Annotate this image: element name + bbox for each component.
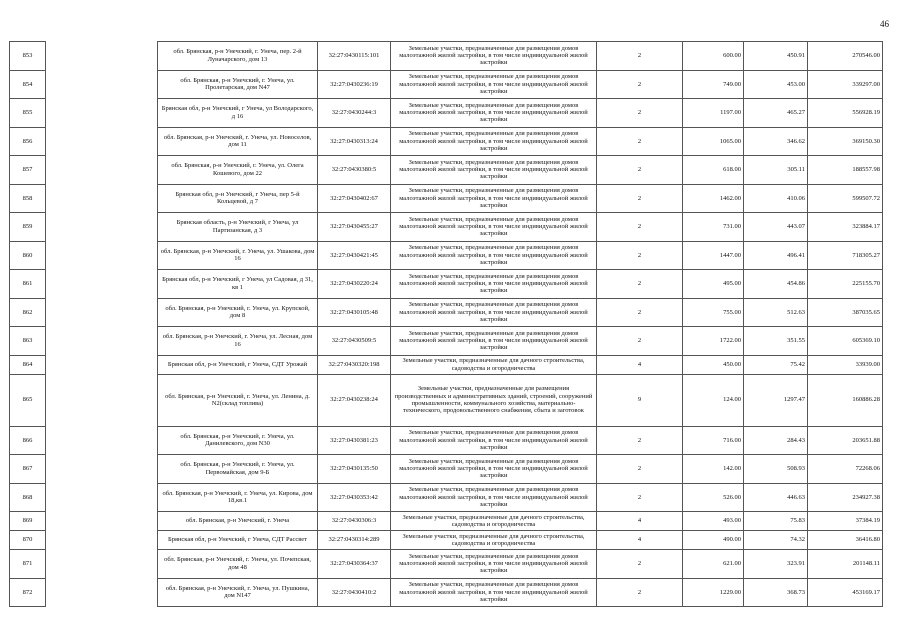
cadastral-number-cell: 32:27:0430455:27 xyxy=(318,213,391,242)
blank-cell xyxy=(46,531,158,550)
area-cell: 716.00 xyxy=(683,426,744,455)
cadastral-number-cell: 32:27:0430410:2 xyxy=(318,578,391,607)
cadastral-number-cell: 32:27:0430320:198 xyxy=(318,355,391,374)
area-cell: 1229.00 xyxy=(683,578,744,607)
specific-value-cell: 512.63 xyxy=(744,298,808,327)
group-number-cell: 2 xyxy=(597,241,683,270)
table-row xyxy=(10,327,883,356)
table-row xyxy=(10,426,883,455)
row-number: 860 xyxy=(10,241,46,270)
blank-cell xyxy=(46,298,158,327)
blank-cell xyxy=(46,455,158,484)
blank-cell xyxy=(46,483,158,512)
specific-value-cell: 410.06 xyxy=(744,184,808,213)
address-cell: обл. Брянская, р-н Унечский, г. Унеча, ул. Ушакова, дом 16 xyxy=(158,241,318,270)
address-cell: обл. Брянская, р-н Унечский, г. Унеча, ул. Новоселов, дом 11 xyxy=(158,127,318,156)
area-cell: 1447.00 xyxy=(683,241,744,270)
row-number: 869 xyxy=(10,512,46,531)
row-number: 872 xyxy=(10,578,46,607)
row-number: 868 xyxy=(10,483,46,512)
row-number: 862 xyxy=(10,298,46,327)
blank-cell xyxy=(46,550,158,579)
address-cell: обл. Брянская, р-н Унечский, г. Унеча, ул. Ленина, д. N2(склад топлива) xyxy=(158,374,318,426)
row-number: 863 xyxy=(10,327,46,356)
group-number-cell: 2 xyxy=(597,550,683,579)
area-cell: 526.00 xyxy=(683,483,744,512)
blank-cell xyxy=(46,327,158,356)
blank-cell xyxy=(46,426,158,455)
cadastral-value-cell: 72268.06 xyxy=(808,455,883,484)
cadastral-number-cell: 32:27:0430421:45 xyxy=(318,241,391,270)
group-number-cell: 4 xyxy=(597,355,683,374)
land-use-cell: Земельные участки, предназначенные для размещения домов малоэтажной жилой застройки, в том числе индивидуальной жилой застройки xyxy=(391,184,597,213)
land-use-cell: Земельные участки, предназначенные для размещения домов малоэтажной жилой застройки, в том числе индивидуальной жилой застройки xyxy=(391,213,597,242)
specific-value-cell: 74.32 xyxy=(744,531,808,550)
specific-value-cell: 450.91 xyxy=(744,42,808,71)
cadastral-number-cell: 32:27:0430364:37 xyxy=(318,550,391,579)
cadastral-number-cell: 32:27:0430381:23 xyxy=(318,426,391,455)
table-row xyxy=(10,184,883,213)
land-use-cell: Земельные участки, предназначенные для размещения домов малоэтажной жилой застройки, в том числе индивидуальной жилой застройки xyxy=(391,426,597,455)
land-use-cell: Земельные участки, предназначенные для размещения домов малоэтажной жилой застройки, в том числе индивидуальной жилой застройки xyxy=(391,127,597,156)
land-use-cell: Земельные участки, предназначенные для размещения домов малоэтажной жилой застройки, в том числе индивидуальной жилой застройки xyxy=(391,578,597,607)
blank-cell xyxy=(46,578,158,607)
address-cell: Брянская обл, р-н Унечский, г Унеча, ул Садовая, д 31, кв 1 xyxy=(158,270,318,299)
land-use-cell: Земельные участки, предназначенные для размещения домов малоэтажной жилой застройки, в том числе индивидуальной жилой застройки xyxy=(391,42,597,71)
row-number: 864 xyxy=(10,355,46,374)
area-cell: 1722.00 xyxy=(683,327,744,356)
address-cell: обл. Брянская, р-н Унечский, г. Унеча, пер. 2-й Луначарского, дом 13 xyxy=(158,42,318,71)
table-row xyxy=(10,455,883,484)
group-number-cell: 2 xyxy=(597,99,683,128)
cadastral-value-cell: 605369.10 xyxy=(808,327,883,356)
row-number: 859 xyxy=(10,213,46,242)
row-number: 856 xyxy=(10,127,46,156)
blank-cell xyxy=(46,156,158,185)
cadastral-number-cell: 32:27:0430115:101 xyxy=(318,42,391,71)
address-cell: обл. Брянская, р-н Унечский, г. Унеча, ул. Первомайская, дом 9-Б xyxy=(158,455,318,484)
cadastral-value-cell: 599507.72 xyxy=(808,184,883,213)
specific-value-cell: 351.55 xyxy=(744,327,808,356)
area-cell: 731.00 xyxy=(683,213,744,242)
blank-cell xyxy=(46,213,158,242)
cadastral-number-cell: 32:27:0430244:3 xyxy=(318,99,391,128)
cadastral-value-cell: 369150.30 xyxy=(808,127,883,156)
land-use-cell: Земельные участки, предназначенные для размещения домов малоэтажной жилой застройки, в том числе индивидуальной жилой застройки xyxy=(391,550,597,579)
blank-cell xyxy=(46,270,158,299)
table-row xyxy=(10,550,883,579)
area-cell: 755.00 xyxy=(683,298,744,327)
group-number-cell: 2 xyxy=(597,127,683,156)
cadastral-value-cell: 160886.28 xyxy=(808,374,883,426)
table-row xyxy=(10,355,883,374)
blank-cell xyxy=(46,99,158,128)
address-cell: Брянская обл, р-н Унечский, г Унеча, СДТ Рассвет xyxy=(158,531,318,550)
cadastral-value-cell: 225155.70 xyxy=(808,270,883,299)
cadastral-value-cell: 718305.27 xyxy=(808,241,883,270)
area-cell: 1462.00 xyxy=(683,184,744,213)
address-cell: обл. Брянская, р-н Унечский, г. Унеча, ул. Данилевского, дом N30 xyxy=(158,426,318,455)
table-row xyxy=(10,99,883,128)
cadastral-number-cell: 32:27:0430105:48 xyxy=(318,298,391,327)
land-use-cell: Земельные участки, предназначенные для дачного строительства, садоводства и огородничества xyxy=(391,512,597,531)
cadastral-number-cell: 32:27:0430220:24 xyxy=(318,270,391,299)
address-cell: Брянская область, р-н Унечский, г Унеча, ул Партизанская, д 3 xyxy=(158,213,318,242)
group-number-cell: 4 xyxy=(597,531,683,550)
row-number: 854 xyxy=(10,70,46,99)
area-cell: 1065.00 xyxy=(683,127,744,156)
cadastral-number-cell: 32:27:0430135:50 xyxy=(318,455,391,484)
cadastral-value-cell: 387035.65 xyxy=(808,298,883,327)
cadastral-value-cell: 188557.98 xyxy=(808,156,883,185)
area-cell: 600.00 xyxy=(683,42,744,71)
land-use-cell: Земельные участки, предназначенные для размещения домов малоэтажной жилой застройки, в том числе индивидуальной жилой застройки xyxy=(391,270,597,299)
land-use-cell: Земельные участки, предназначенные для размещения производственных и административных зданий, строений, сооружений промышленности, коммунального хозяйства, материально-технического, продовольственного снабжения, сбыта и заготовок xyxy=(391,374,597,426)
specific-value-cell: 453.00 xyxy=(744,70,808,99)
address-cell: обл. Брянская, р-н Унечский, г. Унеча, ул. Пролетарская, дом N47 xyxy=(158,70,318,99)
blank-cell xyxy=(46,374,158,426)
area-cell: 142.00 xyxy=(683,455,744,484)
land-use-cell: Земельные участки, предназначенные для размещения домов малоэтажной жилой застройки, в том числе индивидуальной жилой застройки xyxy=(391,298,597,327)
specific-value-cell: 1297.47 xyxy=(744,374,808,426)
table-row xyxy=(10,512,883,531)
table-row xyxy=(10,70,883,99)
address-cell: обл. Брянская, р-н Унечский, г. Унеча, ул. Пушкина, дом N147 xyxy=(158,578,318,607)
group-number-cell: 9 xyxy=(597,374,683,426)
area-cell: 495.00 xyxy=(683,270,744,299)
row-number: 866 xyxy=(10,426,46,455)
cadastral-value-cell: 453169.17 xyxy=(808,578,883,607)
specific-value-cell: 465.27 xyxy=(744,99,808,128)
blank-cell xyxy=(46,355,158,374)
table-row xyxy=(10,298,883,327)
land-use-cell: Земельные участки, предназначенные для размещения домов малоэтажной жилой застройки, в том числе индивидуальной жилой застройки xyxy=(391,156,597,185)
cadastral-number-cell: 32:27:0430380:5 xyxy=(318,156,391,185)
cadastral-number-cell: 32:27:0430353:42 xyxy=(318,483,391,512)
address-cell: обл. Брянская, р-н Унечский, г. Унеча xyxy=(158,512,318,531)
table-row xyxy=(10,531,883,550)
table-row xyxy=(10,483,883,512)
address-cell: обл. Брянская, р-н Унечский, г. Унеча, ул. Кирова, дом 18,кв.1 xyxy=(158,483,318,512)
specific-value-cell: 75.42 xyxy=(744,355,808,374)
specific-value-cell: 305.11 xyxy=(744,156,808,185)
cadastral-value-cell: 339297.00 xyxy=(808,70,883,99)
cadastral-value-cell: 203651.88 xyxy=(808,426,883,455)
cadastral-value-cell: 37384.19 xyxy=(808,512,883,531)
specific-value-cell: 368.73 xyxy=(744,578,808,607)
address-cell: Брянская обл, р-н Унечский, г Унеча, ул Володарского, д 16 xyxy=(158,99,318,128)
land-use-cell: Земельные участки, предназначенные для размещения домов малоэтажной жилой застройки, в том числе индивидуальной жилой застройки xyxy=(391,99,597,128)
table-body xyxy=(10,42,883,607)
cadastral-value-cell: 323884.17 xyxy=(808,213,883,242)
address-cell: обл. Брянская, р-н Унечский, г. Унеча, ул. Олега Кошевого, дом 22 xyxy=(158,156,318,185)
group-number-cell: 4 xyxy=(597,512,683,531)
page-number: 46 xyxy=(880,19,889,29)
address-cell: обл. Брянская, р-н Унечский, г. Унеча, ул. Лесная, дом 16 xyxy=(158,327,318,356)
area-cell: 493.00 xyxy=(683,512,744,531)
group-number-cell: 2 xyxy=(597,298,683,327)
row-number: 855 xyxy=(10,99,46,128)
area-cell: 1197.00 xyxy=(683,99,744,128)
cadastral-value-cell: 36416.80 xyxy=(808,531,883,550)
area-cell: 749.00 xyxy=(683,70,744,99)
cadastral-number-cell: 32:27:0430313:24 xyxy=(318,127,391,156)
group-number-cell: 2 xyxy=(597,455,683,484)
group-number-cell: 2 xyxy=(597,70,683,99)
area-cell: 490.00 xyxy=(683,531,744,550)
group-number-cell: 2 xyxy=(597,426,683,455)
table-row xyxy=(10,374,883,426)
group-number-cell: 2 xyxy=(597,213,683,242)
table-row xyxy=(10,42,883,71)
row-number: 867 xyxy=(10,455,46,484)
specific-value-cell: 443.07 xyxy=(744,213,808,242)
group-number-cell: 2 xyxy=(597,270,683,299)
cadastral-value-cell: 201148.11 xyxy=(808,550,883,579)
group-number-cell: 2 xyxy=(597,578,683,607)
land-use-cell: Земельные участки, предназначенные для дачного строительства, садоводства и огородничества xyxy=(391,355,597,374)
row-number: 870 xyxy=(10,531,46,550)
specific-value-cell: 454.86 xyxy=(744,270,808,299)
cadastral-number-cell: 32:27:0430236:19 xyxy=(318,70,391,99)
table-row xyxy=(10,270,883,299)
cadastral-number-cell: 32:27:0430314:289 xyxy=(318,531,391,550)
specific-value-cell: 346.62 xyxy=(744,127,808,156)
address-cell: обл. Брянская, р-н Унечский, г. Унеча, ул. Почепская, дом 48 xyxy=(158,550,318,579)
area-cell: 621.00 xyxy=(683,550,744,579)
group-number-cell: 2 xyxy=(597,184,683,213)
blank-cell xyxy=(46,127,158,156)
cadastral-number-cell: 32:27:0430509:5 xyxy=(318,327,391,356)
blank-cell xyxy=(46,512,158,531)
cadastral-value-table xyxy=(9,41,883,607)
blank-cell xyxy=(46,70,158,99)
table-row xyxy=(10,127,883,156)
area-cell: 450.00 xyxy=(683,355,744,374)
specific-value-cell: 496.41 xyxy=(744,241,808,270)
specific-value-cell: 508.93 xyxy=(744,455,808,484)
specific-value-cell: 323.91 xyxy=(744,550,808,579)
table-row xyxy=(10,241,883,270)
group-number-cell: 2 xyxy=(597,483,683,512)
table-row xyxy=(10,156,883,185)
cadastral-value-cell: 556928.19 xyxy=(808,99,883,128)
group-number-cell: 2 xyxy=(597,327,683,356)
land-use-cell: Земельные участки, предназначенные для размещения домов малоэтажной жилой застройки, в том числе индивидуальной жилой застройки xyxy=(391,241,597,270)
group-number-cell: 2 xyxy=(597,42,683,71)
row-number: 871 xyxy=(10,550,46,579)
cadastral-value-cell: 33939.00 xyxy=(808,355,883,374)
cadastral-value-cell: 270546.00 xyxy=(808,42,883,71)
row-number: 857 xyxy=(10,156,46,185)
area-cell: 124.00 xyxy=(683,374,744,426)
table-row xyxy=(10,213,883,242)
blank-cell xyxy=(46,241,158,270)
specific-value-cell: 75.83 xyxy=(744,512,808,531)
cadastral-number-cell: 32:27:0430238:24 xyxy=(318,374,391,426)
row-number: 861 xyxy=(10,270,46,299)
row-number: 858 xyxy=(10,184,46,213)
row-number: 865 xyxy=(10,374,46,426)
specific-value-cell: 284.43 xyxy=(744,426,808,455)
area-cell: 618.00 xyxy=(683,156,744,185)
address-cell: Брянская обл, р-н Унечский, г Унеча, пер 5-й Кольцевой, д 7 xyxy=(158,184,318,213)
land-use-cell: Земельные участки, предназначенные для размещения домов малоэтажной жилой застройки, в том числе индивидуальной жилой застройки xyxy=(391,70,597,99)
row-number: 853 xyxy=(10,42,46,71)
land-use-cell: Земельные участки, предназначенные для дачного строительства, садоводства и огородничества xyxy=(391,531,597,550)
address-cell: Брянская обл, р-н Унечский, г Унеча, СДТ Урожай xyxy=(158,355,318,374)
group-number-cell: 2 xyxy=(597,156,683,185)
table-row xyxy=(10,578,883,607)
land-use-cell: Земельные участки, предназначенные для размещения домов малоэтажной жилой застройки, в том числе индивидуальной жилой застройки xyxy=(391,327,597,356)
cadastral-number-cell: 32:27:0430402:67 xyxy=(318,184,391,213)
cadastral-number-cell: 32:27:0430306:3 xyxy=(318,512,391,531)
cadastral-value-cell: 234927.38 xyxy=(808,483,883,512)
address-cell: обл. Брянская, р-н Унечский, г. Унеча, ул. Крупской, дом 8 xyxy=(158,298,318,327)
land-use-cell: Земельные участки, предназначенные для размещения домов малоэтажной жилой застройки, в том числе индивидуальной жилой застройки xyxy=(391,455,597,484)
land-use-cell: Земельные участки, предназначенные для размещения домов малоэтажной жилой застройки, в том числе индивидуальной жилой застройки xyxy=(391,483,597,512)
specific-value-cell: 446.63 xyxy=(744,483,808,512)
blank-cell xyxy=(46,42,158,71)
blank-cell xyxy=(46,184,158,213)
